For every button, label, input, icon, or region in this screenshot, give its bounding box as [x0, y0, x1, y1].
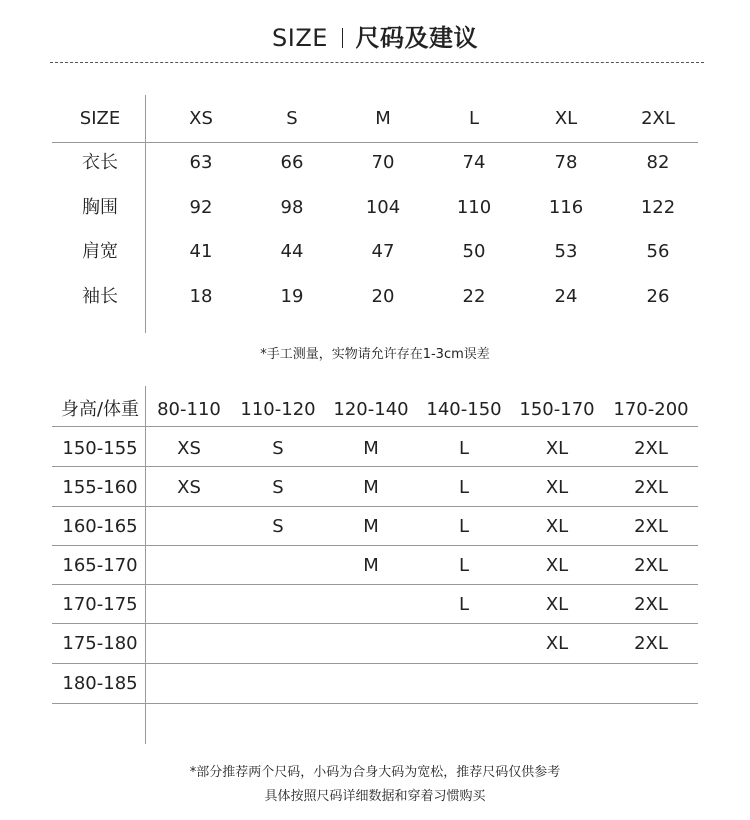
size-value-cell: 19 [280, 286, 304, 307]
size-header-cell: 2XL [641, 108, 675, 129]
size-value-cell: 20 [371, 286, 395, 307]
recommended-size-cell: 2XL [634, 438, 668, 459]
recommended-size-cell: 2XL [634, 477, 668, 498]
size-value-cell: 50 [462, 241, 486, 262]
recommend-note-line2: 具体按照尺码详细数据和穿着习惯购买 [264, 789, 486, 804]
recommended-size-cell: XS [177, 438, 201, 459]
size-table-vertical-rule [145, 95, 146, 333]
recommended-size-cell: M [363, 438, 379, 459]
size-value-cell: 92 [189, 197, 213, 218]
height-row-label: 155-160 [62, 477, 138, 498]
recommend-note-line1: *部分推荐两个尺码，小码为合身大码为宽松，推荐尺码仅供参考 [189, 765, 561, 780]
height-row-label: 150-155 [62, 438, 138, 459]
recommend-table-row-rule [52, 584, 698, 585]
recommended-size-cell: XL [545, 594, 569, 615]
size-value-cell: 104 [365, 197, 401, 218]
height-row-label: 170-175 [62, 594, 138, 615]
size-value-cell: 56 [646, 241, 670, 262]
recommended-size-cell: XL [545, 555, 569, 576]
size-value-cell: 70 [371, 152, 395, 173]
weight-header-cell: 80-110 [157, 399, 221, 420]
size-value-cell: 110 [456, 197, 492, 218]
recommend-corner-label: 身高/体重 [60, 399, 140, 420]
size-value-cell: 47 [371, 241, 395, 262]
recommended-size-cell: M [363, 477, 379, 498]
recommended-size-cell: XL [545, 438, 569, 459]
recommend-table-row-rule [52, 623, 698, 624]
size-value-cell: 63 [189, 152, 213, 173]
weight-header-cell: 170-200 [613, 399, 689, 420]
recommended-size-cell: 2XL [634, 594, 668, 615]
size-table [0, 0, 750, 340]
recommended-size-cell: L [458, 438, 470, 459]
weight-header-cell: 120-140 [333, 399, 409, 420]
height-row-label: 175-180 [62, 633, 138, 654]
size-value-cell: 116 [548, 197, 584, 218]
height-row-label: 160-165 [62, 516, 138, 537]
size-value-cell: 82 [646, 152, 670, 173]
size-row-label: 袖长 [82, 286, 118, 307]
height-row-label: 180-185 [62, 673, 138, 694]
size-row-label: 衣长 [82, 152, 118, 173]
recommended-size-cell: M [363, 516, 379, 537]
size-header-cell: S [286, 108, 298, 129]
recommended-size-cell: 2XL [634, 555, 668, 576]
recommend-table-row-rule [52, 703, 698, 704]
recommended-size-cell: XL [545, 516, 569, 537]
size-value-cell: 74 [462, 152, 486, 173]
size-value-cell: 78 [554, 152, 578, 173]
size-header-cell: XL [554, 108, 578, 129]
size-header-cell: L [468, 108, 480, 129]
recommend-table-row-rule [52, 663, 698, 664]
recommended-size-cell: 2XL [634, 633, 668, 654]
title-zh: 尺码及建议 [355, 24, 478, 52]
weight-header-cell: 110-120 [240, 399, 316, 420]
size-header-cell: M [375, 108, 391, 129]
recommended-size-cell: XL [545, 633, 569, 654]
size-value-cell: 53 [554, 241, 578, 262]
recommended-size-cell: 2XL [634, 516, 668, 537]
weight-header-cell: 140-150 [426, 399, 502, 420]
recommended-size-cell: XL [545, 477, 569, 498]
recommend-table-row-rule [52, 506, 698, 507]
size-row-label: 胸围 [82, 197, 118, 218]
size-value-cell: 18 [189, 286, 213, 307]
size-header-cell: XS [189, 108, 213, 129]
recommend-table-row-rule [52, 466, 698, 467]
size-table-note: *手工测量，实物请允许存在1-3cm误差 [260, 347, 490, 362]
recommended-size-cell: L [458, 477, 470, 498]
size-value-cell: 98 [280, 197, 304, 218]
recommended-size-cell: XS [177, 477, 201, 498]
size-table-header-rule [52, 142, 698, 143]
size-value-cell: 122 [640, 197, 676, 218]
size-value-cell: 41 [189, 241, 213, 262]
size-value-cell: 66 [280, 152, 304, 173]
recommended-size-cell: L [458, 516, 470, 537]
recommended-size-cell: L [458, 594, 470, 615]
size-value-cell: 22 [462, 286, 486, 307]
title-en: SIZE [272, 24, 328, 52]
recommended-size-cell: S [272, 477, 284, 498]
size-value-cell: 24 [554, 286, 578, 307]
recommended-size-cell: L [458, 555, 470, 576]
recommended-size-cell: S [272, 438, 284, 459]
recommended-size-cell: S [272, 516, 284, 537]
size-header-label: SIZE [79, 108, 121, 129]
height-row-label: 165-170 [62, 555, 138, 576]
size-row-label: 肩宽 [82, 241, 118, 262]
size-value-cell: 44 [280, 241, 304, 262]
recommended-size-cell: M [363, 555, 379, 576]
size-value-cell: 26 [646, 286, 670, 307]
recommend-table-row-rule [52, 545, 698, 546]
recommend-table-row-rule [52, 426, 698, 427]
weight-header-cell: 150-170 [519, 399, 595, 420]
